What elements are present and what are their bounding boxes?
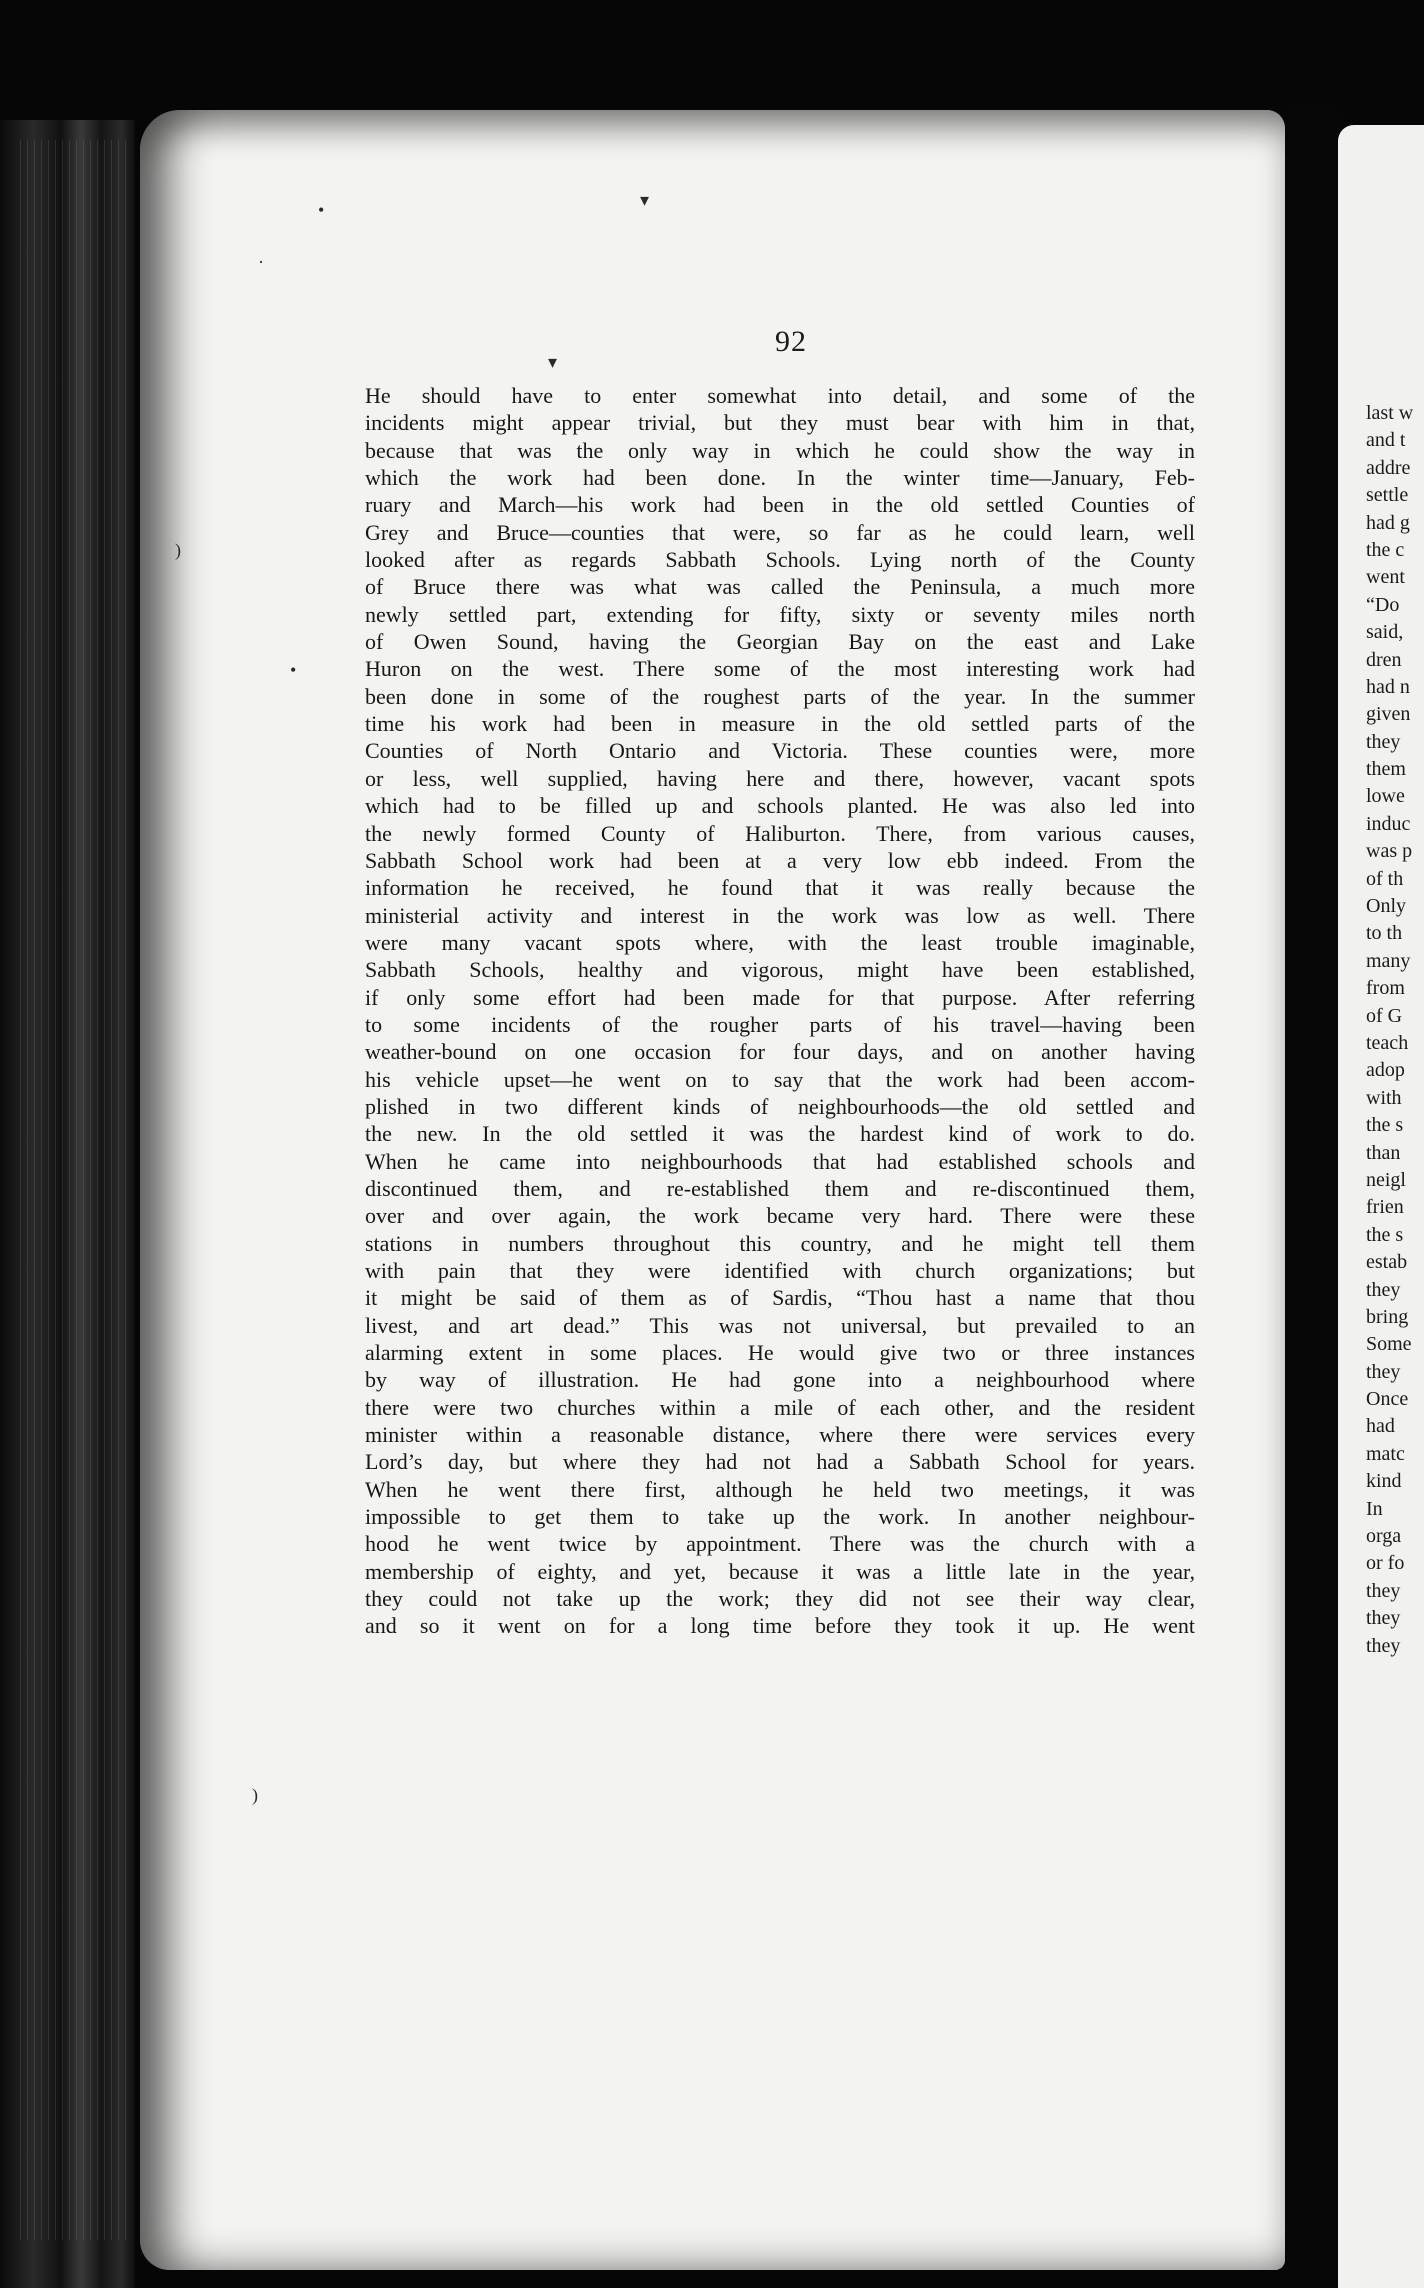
text-line: plished in two different kinds of neighbourhoods—the old settled and: [365, 1093, 1195, 1119]
text-line: to some incidents of the rougher parts of his travel—having been: [365, 1011, 1195, 1037]
text-line: discontinued them, and re-established them and re-discontinued them,: [365, 1175, 1195, 1201]
adjacent-text-line: and t: [1366, 429, 1406, 452]
adjacent-text-line: teach: [1366, 1031, 1409, 1054]
adjacent-text-line: last w: [1366, 402, 1414, 424]
text-line: it might be said of them as of Sardis, “Thou hast a name that thou: [365, 1285, 1195, 1311]
adjacent-text-line: kind: [1366, 1470, 1402, 1493]
text-line: time his work had been in measure in the old settled parts of the: [365, 711, 1195, 737]
adjacent-text-line: had g: [1366, 511, 1410, 534]
page-gutter: [1285, 110, 1338, 2288]
text-line: incidents might appear trivial, but they must bear with him in that,: [365, 410, 1195, 436]
text-line: were many vacant spots where, with the least trouble imaginable,: [365, 929, 1195, 955]
adjacent-text-line: them: [1366, 758, 1406, 781]
adjacent-text-line: Some: [1366, 1333, 1412, 1356]
adjacent-text-line: frien: [1366, 1196, 1404, 1219]
text-line: because that was the only way in which he could show the way in: [365, 437, 1195, 463]
adjacent-text-line: of G: [1366, 1004, 1403, 1027]
text-line: by way of illustration. He had gone into a neighbourhood where: [365, 1367, 1195, 1393]
page-number: 92: [775, 325, 807, 358]
scan-speck: ): [252, 1785, 258, 1805]
adjacent-text-line: had n: [1366, 675, 1410, 698]
adjacent-text-line: they: [1366, 1278, 1401, 1301]
adjacent-text-line: adop: [1366, 1059, 1405, 1082]
text-line: looked after as regards Sabbath Schools. Lying north of the County: [365, 547, 1195, 573]
adjacent-text-line: bring: [1366, 1305, 1409, 1328]
adjacent-text-line: the s: [1366, 1114, 1404, 1137]
text-line: of Bruce there was what was called the Peninsula, a much more: [365, 574, 1195, 600]
page-body-text: [365, 382, 1195, 1640]
adjacent-text-line: they: [1366, 1607, 1401, 1630]
adjacent-text-line: had: [1366, 1415, 1395, 1438]
adjacent-text-line: given: [1366, 703, 1411, 726]
adjacent-text-line: of th: [1366, 867, 1404, 890]
text-line: Huron on the west. There some of the most interesting work had: [365, 656, 1195, 682]
text-line: there were two churches within a mile of each other, and the resident: [365, 1394, 1195, 1420]
adjacent-text-line: the c: [1366, 538, 1405, 561]
text-line: Grey and Bruce—counties that were, so far as he could learn, well: [365, 519, 1195, 545]
adjacent-text-line: said,: [1366, 621, 1404, 644]
text-line: ruary and March—his work had been in the old settled Counties of: [365, 492, 1195, 518]
text-line: information he received, he found that it was really because the: [365, 875, 1195, 901]
text-line: Sabbath School work had been at a very low ebb indeed. From the: [365, 847, 1195, 873]
text-line: weather-bound on one occasion for four days, and on another having: [365, 1039, 1195, 1065]
adjacent-page-text: [1366, 400, 1424, 1660]
adjacent-text-line: was p: [1366, 840, 1413, 863]
scan-speck: ): [175, 540, 181, 560]
adjacent-text-line: In: [1366, 1497, 1383, 1520]
text-line: stations in numbers throughout this country, and he might tell them: [365, 1230, 1195, 1256]
text-line: When he came into neighbourhoods that had established schools and: [365, 1148, 1195, 1174]
text-line: his vehicle upset—he went on to say that the work had been accom-: [365, 1066, 1195, 1092]
text-line: if only some effort had been made for that purpose. After referring: [365, 984, 1195, 1010]
page-edges: [20, 140, 130, 2240]
adjacent-text-line: estab: [1366, 1251, 1408, 1274]
adjacent-text-line: with: [1366, 1086, 1402, 1109]
text-line: livest, and art dead.” This was not universal, but prevailed to an: [365, 1312, 1195, 1338]
adjacent-text-line: dren: [1366, 648, 1402, 671]
adjacent-text-line: or fo: [1366, 1552, 1405, 1575]
adjacent-text-line: induc: [1366, 812, 1411, 835]
adjacent-text-line: went: [1366, 566, 1405, 589]
text-line: newly settled part, extending for fifty, sixty or seventy miles north: [365, 601, 1195, 627]
text-line: the new. In the old settled it was the hardest kind of work to do.: [365, 1121, 1195, 1147]
text-line: When he went there first, although he held two meetings, it was: [365, 1476, 1195, 1502]
text-line: been done in some of the roughest parts of the year. In the summer: [365, 683, 1195, 709]
adjacent-text-line: they: [1366, 1634, 1401, 1657]
text-line: the newly formed County of Haliburton. There, from various causes,: [365, 820, 1195, 846]
text-line: membership of eighty, and yet, because it was a little late in the year,: [365, 1558, 1195, 1584]
adjacent-text-line: Once: [1366, 1388, 1409, 1411]
text-line: over and over again, the work became very hard. There were these: [365, 1203, 1195, 1229]
scan-speck: •: [318, 200, 325, 220]
text-line: with pain that they were identified with church organizations; but: [365, 1258, 1195, 1283]
adjacent-text-line: “Do: [1366, 593, 1400, 616]
adjacent-text-line: matc: [1366, 1442, 1405, 1465]
text-line: which had to be filled up and schools planted. He was also led into: [365, 793, 1195, 819]
text-line: hood he went twice by appointment. There was the church with a: [365, 1531, 1195, 1557]
scan-speck: •: [290, 660, 297, 680]
scan-speck: ▾: [640, 190, 650, 210]
text-line: minister within a reasonable distance, where there were services every: [365, 1422, 1195, 1448]
text-line: which the work had been done. In the winter time—January, Feb-: [365, 465, 1195, 491]
text-line: they could not take up the work; they did not see their way clear,: [365, 1586, 1195, 1612]
scan-speck: ·: [258, 252, 264, 272]
adjacent-text-line: they: [1366, 730, 1401, 753]
adjacent-text-line: they: [1366, 1579, 1401, 1602]
scan-speck: ▾: [548, 352, 558, 372]
text-line: alarming extent in some places. He would give two or three instances: [365, 1340, 1195, 1366]
adjacent-text-line: Only: [1366, 895, 1406, 918]
adjacent-text-line: from: [1366, 977, 1405, 1000]
adjacent-text-line: they: [1366, 1360, 1401, 1383]
text-line: Lord’s day, but where they had not had a Sabbath School for years.: [365, 1449, 1195, 1475]
text-line: Counties of North Ontario and Victoria. These counties were, more: [365, 738, 1195, 764]
adjacent-text-line: orga: [1366, 1525, 1402, 1548]
text-line: of Owen Sound, having the Georgian Bay on the east and Lake: [365, 629, 1195, 655]
adjacent-text-line: the s: [1366, 1223, 1404, 1246]
text-line: Sabbath Schools, healthy and vigorous, might have been established,: [365, 957, 1195, 983]
text-line: or less, well supplied, having here and there, however, vacant spots: [365, 765, 1195, 791]
text-line: and so it went on for a long time before they took it up. He went: [365, 1613, 1195, 1639]
text-line: He should have to enter somewhat into detail, and some of the: [365, 383, 1195, 408]
text-line: impossible to get them to take up the work. In another neighbour-: [365, 1504, 1195, 1530]
adjacent-text-line: many: [1366, 949, 1411, 972]
text-line: ministerial activity and interest in the work was low as well. There: [365, 902, 1195, 928]
adjacent-text-line: to th: [1366, 922, 1403, 945]
adjacent-text-line: addre: [1366, 456, 1411, 479]
adjacent-text-line: neigl: [1366, 1168, 1406, 1191]
adjacent-text-line: settle: [1366, 484, 1409, 507]
adjacent-text-line: lowe: [1366, 785, 1405, 808]
adjacent-text-line: than: [1366, 1141, 1401, 1164]
